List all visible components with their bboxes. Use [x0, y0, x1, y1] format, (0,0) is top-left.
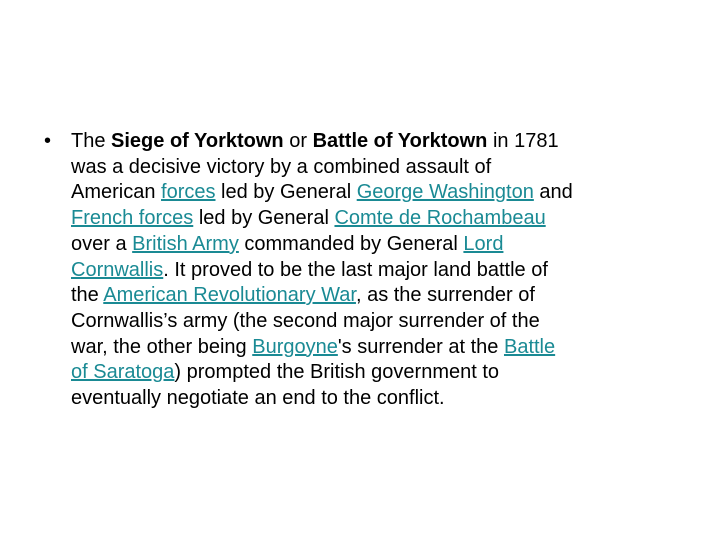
text-segment: war, the other being [71, 335, 253, 358]
text-segment: or [283, 130, 313, 152]
paragraph-line [71, 335, 686, 361]
text-segment: , as the surrender of [355, 284, 535, 307]
hyperlink[interactable]: Lord [463, 232, 504, 255]
bullet-paragraph [71, 129, 686, 412]
text-segment: led by General [193, 207, 335, 230]
text-segment: ) prompted the British government to [174, 361, 500, 384]
hyperlink[interactable]: forces [161, 181, 216, 204]
hyperlink[interactable]: Comte de Rochambeau [334, 207, 546, 230]
hyperlink[interactable]: Cornwallis [71, 258, 164, 281]
hyperlink[interactable]: Battle [503, 335, 556, 358]
paragraph-line [71, 232, 686, 258]
hyperlink[interactable]: Burgoyne [252, 335, 338, 358]
paragraph-line [71, 360, 686, 386]
text-segment: . It proved to be the last major land battle of [163, 258, 548, 281]
hyperlink[interactable]: British Army [132, 232, 239, 255]
text-segment: led by General [215, 181, 357, 204]
bold-term: Siege of Yorktown [111, 130, 284, 152]
text-segment: was a decisive victory by a combined assault of [71, 155, 492, 178]
text-segment: eventually negotiate an end to the conflict. [71, 387, 445, 410]
text-segment: The [71, 130, 112, 152]
text-segment: the [71, 284, 104, 307]
text-segment: and [533, 181, 573, 204]
bullet-item [44, 129, 684, 412]
paragraph-line [71, 206, 686, 232]
paragraph-line [71, 155, 686, 181]
hyperlink[interactable]: American Revolutionary War [103, 284, 356, 307]
text-segment: American [71, 181, 162, 204]
paragraph-line [71, 386, 686, 412]
text-segment: commanded by General [238, 232, 464, 255]
hyperlink[interactable]: French forces [71, 207, 194, 230]
text-segment: Cornwallis’s army (the second major surrender of the [71, 309, 540, 332]
text-segment: over a [71, 232, 133, 255]
paragraph-line [71, 309, 686, 335]
paragraph-line [71, 129, 686, 155]
text-segment: 's surrender at the [337, 335, 504, 358]
paragraph-line [71, 180, 686, 206]
paragraph-line [71, 283, 686, 309]
paragraph-line [71, 258, 686, 284]
bold-term: Battle of Yorktown [312, 130, 488, 152]
text-segment: in 1781 [487, 130, 559, 152]
hyperlink[interactable]: of Saratoga [71, 361, 175, 384]
bullet-icon: • [44, 130, 52, 152]
hyperlink[interactable]: George Washington [356, 181, 534, 204]
